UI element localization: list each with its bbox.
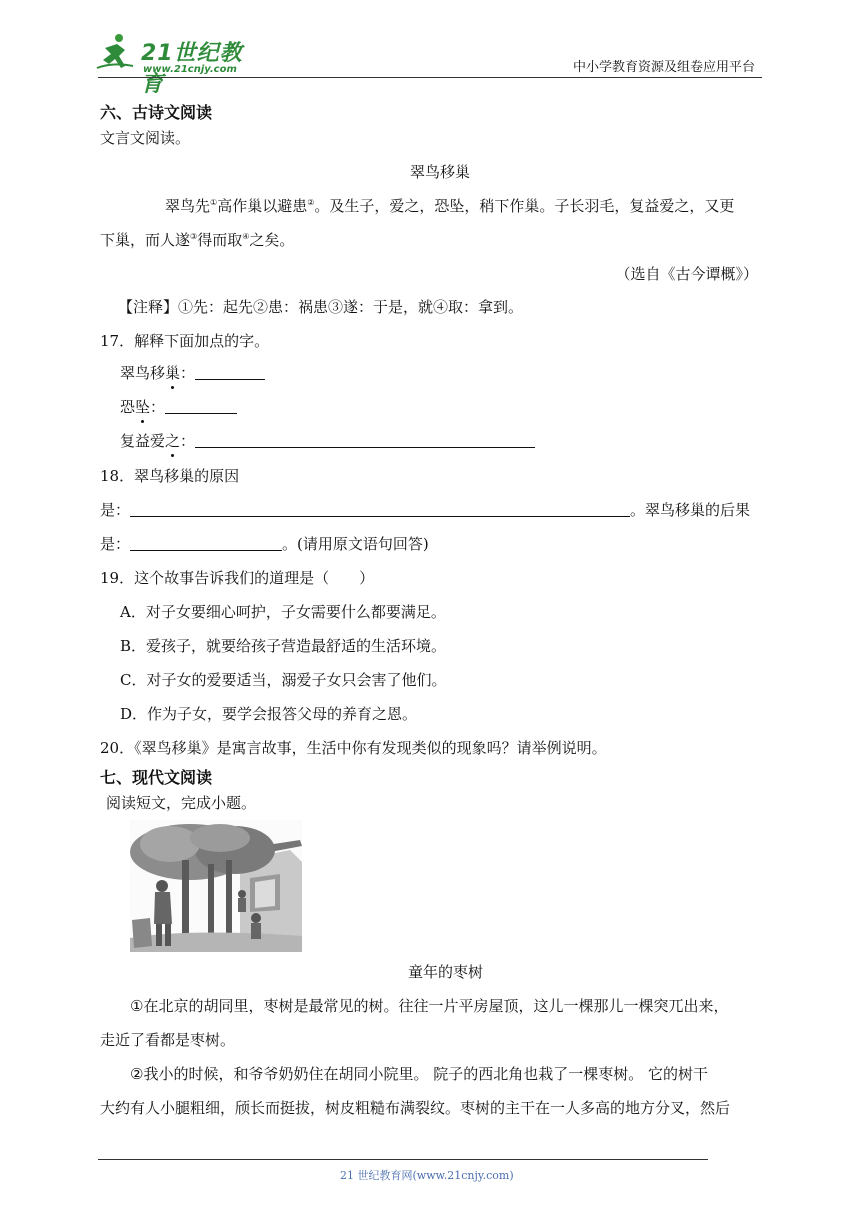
section6-title: 六、古诗文阅读	[100, 103, 213, 122]
answer-blank[interactable]	[195, 364, 265, 380]
section6-intro: 文言文阅读。	[100, 129, 191, 147]
logo-text: 21世纪教育	[141, 41, 243, 97]
q19-option-d[interactable]: D．作为子女，要学会报答父母的养育之恩。	[120, 705, 418, 723]
passage-line-2: 下巢，而人遂③得而取④之矣。	[100, 231, 295, 249]
logo-url: www.21cnjy.com	[143, 64, 237, 75]
q19-stem: 19．这个故事告诉我们的道理是（ ）	[100, 569, 375, 587]
footer-link[interactable]: 21 世纪教育网(www.21cnjy.com)	[340, 1169, 514, 1182]
answer-blank[interactable]	[165, 398, 237, 414]
q19-option-a[interactable]: A．对子女要细心呵护，子女需要什么都要满足。	[120, 603, 446, 621]
p2-line-1: ②我小的时候，和爷爷奶奶住在胡同小院里。 院子的西北角也栽了一棵枣树。 它的树干	[130, 1065, 708, 1083]
jujube-tree-illustration	[130, 820, 302, 952]
q18-line-3: 是： 。(请用原文语句回答)	[100, 535, 429, 553]
q17-item-1: 翠鸟移巢：	[120, 363, 265, 383]
q17-item-3: 复益爱之：	[120, 431, 535, 451]
p1-line-2: 走近了看都是枣树。	[100, 1031, 236, 1049]
header-logo	[95, 32, 260, 97]
answer-blank[interactable]	[130, 535, 282, 551]
q18-stem: 18．翠鸟移巢的原因	[100, 467, 240, 485]
passage-note: 【注释】①先：起先②患：祸患③遂：于是，就④取：拿到。	[118, 298, 524, 316]
section7-title: 七、现代文阅读	[100, 768, 213, 787]
header-divider	[98, 77, 762, 78]
footer-divider	[98, 1159, 708, 1160]
q19-option-c[interactable]: C．对子女的爱要适当，溺爱子女只会害了他们。	[120, 671, 447, 689]
passage-line-1: 翠鸟先①高作巢以避患②。及生子，爱之，恐坠，稍下作巢。子长羽毛，复益爱之，又更	[165, 197, 735, 215]
section7-passage-title: 童年的枣树	[408, 963, 484, 981]
answer-blank[interactable]	[195, 432, 535, 448]
q20-stem: 20．《翠鸟移巢》是寓言故事，生活中你有发现类似的现象吗？请举例说明。	[100, 739, 607, 757]
q17-item-2: 恐坠：	[120, 397, 237, 417]
p1-line-1: ①在北京的胡同里，枣树是最常见的树。往往一片平房屋顶，这儿一棵那儿一棵突兀出来，	[130, 997, 729, 1015]
runner-logo-icon	[95, 32, 135, 76]
platform-title: 中小学教育资源及组卷应用平台	[572, 60, 755, 75]
passage-source: （选自《古今谭概》）	[615, 265, 758, 283]
section7-intro: 阅读短文，完成小题。	[106, 794, 257, 812]
q18-line-2: 是： 。翠鸟移巢的后果	[100, 501, 751, 519]
q17-stem: 17．解释下面加点的字。	[100, 332, 270, 350]
p2-line-2: 大约有人小腿粗细，颀长而挺拔，树皮粗糙布满裂纹。枣树的主干在一人多高的地方分叉，然后	[100, 1099, 731, 1117]
passage-title: 翠鸟移巢	[410, 163, 471, 181]
answer-blank[interactable]	[130, 501, 630, 517]
q19-option-b[interactable]: B．爱孩子，就要给孩子营造最舒适的生活环境。	[120, 637, 447, 655]
